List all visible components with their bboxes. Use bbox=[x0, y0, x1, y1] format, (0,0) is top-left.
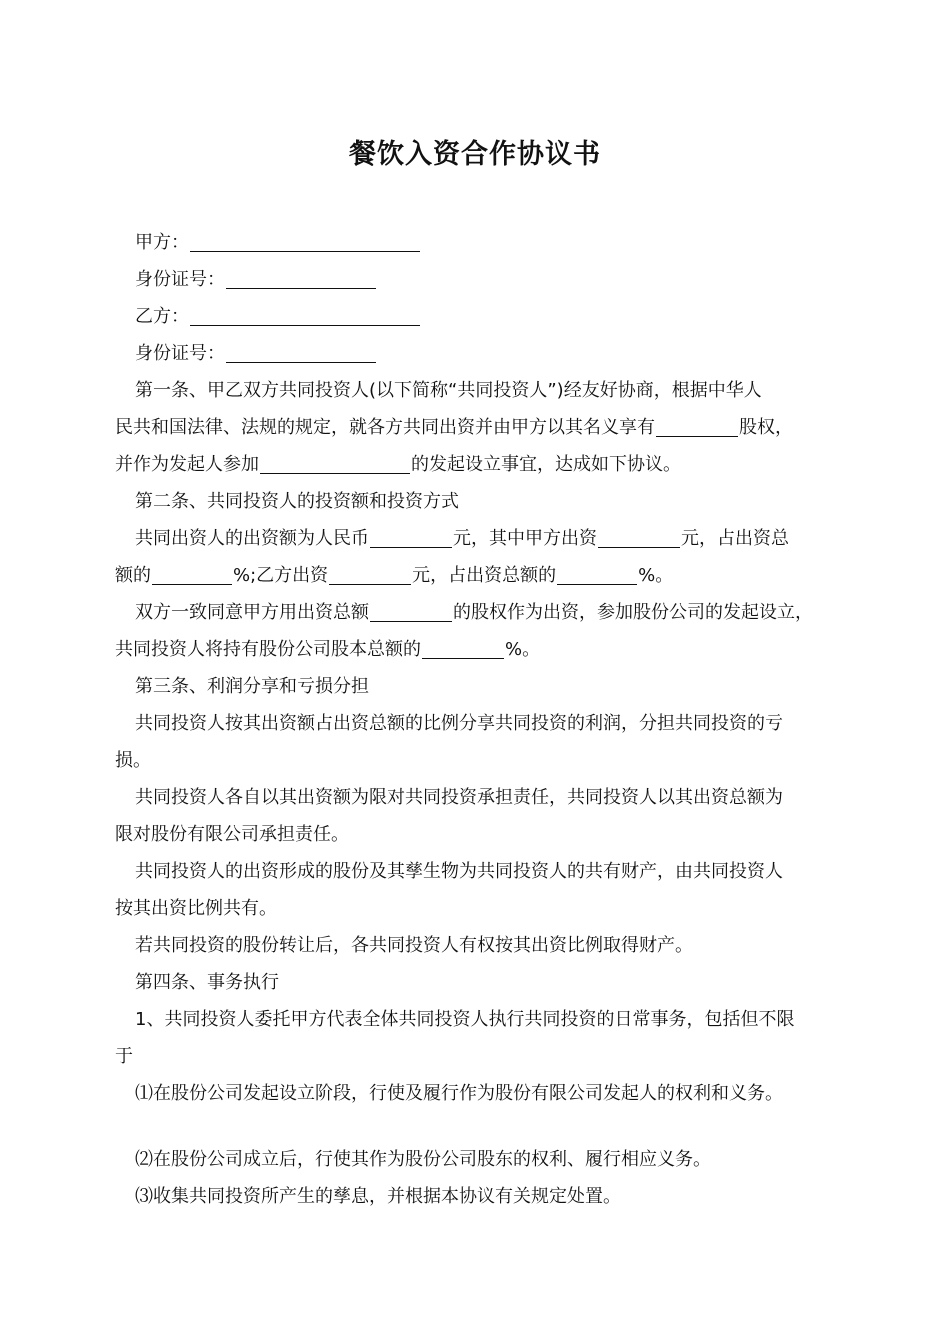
art4-p1-line-2: 于 bbox=[115, 1046, 133, 1067]
art4-p1-line-1: 1、共同投资人委托甲方代表全体共同投资人执行共同投资的日常事务，包括但不限 bbox=[135, 1009, 795, 1030]
party-b-line bbox=[115, 298, 840, 335]
art3-p2-line-1: 共同投资人各自以其出资额为限对共同投资承担责任，共同投资人以其出资总额为 bbox=[135, 787, 783, 808]
art2-p2-line-1 bbox=[115, 594, 840, 631]
art2-p1-line-2 bbox=[115, 557, 840, 594]
art3-heading: 第三条、利润分享和亏损分担 bbox=[135, 676, 369, 697]
id-line-2 bbox=[115, 335, 840, 372]
id-blank-2[interactable] bbox=[226, 342, 376, 363]
party-a-label: 甲方： bbox=[135, 232, 189, 253]
art2-text-k: %。 bbox=[505, 639, 541, 660]
party-a-line bbox=[115, 224, 840, 261]
art4-item-3: ⑶收集共同投资所产生的孳息，并根据本协议有关规定处置。 bbox=[135, 1186, 621, 1207]
equity-amount-blank[interactable] bbox=[370, 601, 452, 622]
party-a-amount-blank[interactable] bbox=[598, 527, 680, 548]
art2-p2-line-2 bbox=[115, 631, 840, 668]
art2-heading: 第二条、共同投资人的投资额和投资方式 bbox=[135, 491, 459, 512]
art1-text-a: 民共和国法律、法规的规定，就各方共同出资并由甲方以其名义享有 bbox=[115, 417, 655, 438]
art1-line-2 bbox=[115, 409, 840, 446]
party-b-label: 乙方： bbox=[135, 306, 189, 327]
art1-text-c: 并作为发起人参加 bbox=[115, 454, 259, 475]
art2-text-c: 元，占出资总 bbox=[681, 528, 789, 549]
art1-company-blank[interactable] bbox=[260, 453, 410, 474]
party-b-amount-blank[interactable] bbox=[329, 564, 411, 585]
art1-equity-blank[interactable] bbox=[656, 416, 738, 437]
art2-text-j: 共同投资人将持有股份公司股本总额的 bbox=[115, 639, 421, 660]
art2-text-e: %;乙方出资 bbox=[233, 565, 329, 586]
id-label-1: 身份证号： bbox=[135, 269, 225, 290]
document-title: 餐饮入资合作协议书 bbox=[349, 139, 601, 170]
id-line-1 bbox=[115, 261, 840, 298]
art2-text-h: 双方一致同意甲方用出资总额 bbox=[135, 602, 369, 623]
party-a-blank[interactable] bbox=[190, 231, 420, 252]
art1-line-3 bbox=[115, 446, 840, 483]
art2-p1-line-1 bbox=[115, 520, 840, 557]
art1-text-b: 股权， bbox=[739, 417, 793, 438]
art3-p3-line-1: 共同投资人的出资形成的股份及其孳生物为共同投资人的共有财产，由共同投资人 bbox=[135, 861, 783, 882]
party-b-percent-blank[interactable] bbox=[557, 564, 637, 585]
art2-text-g: %。 bbox=[638, 565, 674, 586]
document-body bbox=[115, 224, 840, 1215]
art1-line-1: 第一条、甲乙双方共同投资人(以下简称“共同投资人”)经友好协商，根据中华人 bbox=[135, 380, 762, 401]
art4-heading: 第四条、事务执行 bbox=[135, 972, 279, 993]
art2-text-d: 额的 bbox=[115, 565, 151, 586]
art2-text-f: 元，占出资总额的 bbox=[412, 565, 557, 586]
party-a-percent-blank[interactable] bbox=[152, 564, 232, 585]
art3-p1-line-1: 共同投资人按其出资额占出资总额的比例分享共同投资的利润，分担共同投资的亏 bbox=[135, 713, 783, 734]
art2-text-a: 共同出资人的出资额为人民币 bbox=[135, 528, 369, 549]
share-percent-blank[interactable] bbox=[422, 638, 504, 659]
party-b-blank[interactable] bbox=[190, 305, 420, 326]
art1-text-d: 的发起设立事宜，达成如下协议。 bbox=[411, 454, 681, 475]
art4-item-2: ⑵在股份公司成立后，行使其作为股份公司股东的权利、履行相应义务。 bbox=[135, 1149, 711, 1170]
total-amount-blank[interactable] bbox=[370, 527, 452, 548]
art3-p4: 若共同投资的股份转让后，各共同投资人有权按其出资比例取得财产。 bbox=[135, 935, 693, 956]
art2-text-b: 元，其中甲方出资 bbox=[453, 528, 597, 549]
id-label-2: 身份证号： bbox=[135, 343, 225, 364]
id-blank-1[interactable] bbox=[226, 268, 376, 289]
art3-p1-line-2: 损。 bbox=[115, 750, 151, 771]
art4-item-1: ⑴在股份公司发起设立阶段，行使及履行作为股份有限公司发起人的权利和义务。 bbox=[135, 1083, 783, 1104]
art3-p3-line-2: 按其出资比例共有。 bbox=[115, 898, 277, 919]
art2-text-i: 的股权作为出资，参加股份公司的发起设立， bbox=[453, 602, 813, 623]
art3-p2-line-2: 限对股份有限公司承担责任。 bbox=[115, 824, 349, 845]
